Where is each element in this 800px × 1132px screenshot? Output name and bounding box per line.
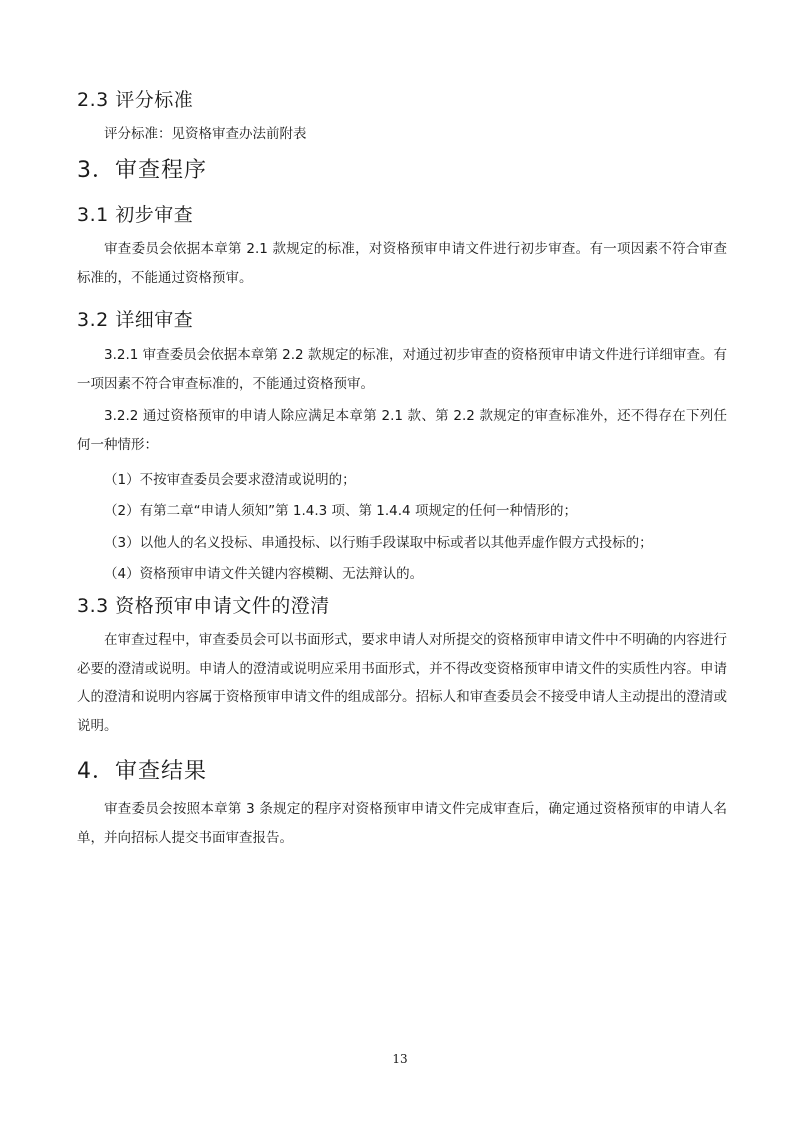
section-heading-4: 4．审查结果 <box>77 759 207 784</box>
section-3-2-2-paragraph: 3.2.2 通过资格预审的申请人除应满足本章第 2.1 款、第 2.2 款规定的审查标准外，还不得存在下列任何一种情形： <box>77 408 727 453</box>
list-item: （1）不按审查委员会要求澄清或说明的； <box>104 472 356 488</box>
section-2-3-body: 评分标准：见资格审查办法前附表 <box>104 126 307 142</box>
list-item: （3）以他人的名义投标、串通投标、以行贿手段谋取中标或者以其他弄虚作假方式投标的； <box>104 535 653 551</box>
list-item: （2）有第二章“申请人须知”第 1.4.3 项、第 1.4.4 项规定的任何一种情形的； <box>104 503 577 519</box>
section-heading-2-3: 2.3 评分标准 <box>77 89 194 111</box>
section-3-3-body: 在审查过程中，审查委员会可以书面形式，要求申请人对所提交的资格预审申请文件中不明确的内容进行必要的澄清或说明。申请人的澄清或说明应采用书面形式，并不得改变资格预审申请文件的实质性内容。申请人的澄清和说明内容属于资格预审申请文件的组成部分。招标人和审查委员会不接受申请人主动提出的澄清或说明。 <box>77 632 727 734</box>
section-4-body: 审查委员会按照本章第 3 条规定的程序对资格预审申请文件完成审查后，确定通过资格预审的申请人名单，并向招标人提交书面审查报告。 <box>77 801 727 846</box>
list-item: （4）资格预审申请文件关键内容模糊、无法辩认的。 <box>104 566 424 582</box>
section-3-1-body: 审查委员会依据本章第 2.1 款规定的标准，对资格预审申请文件进行初步审查。有一项因素不符合审查标准的，不能通过资格预审。 <box>77 241 727 286</box>
section-heading-3-1: 3.1 初步审查 <box>77 204 194 226</box>
section-3-2-1-paragraph: 3.2.1 审查委员会依据本章第 2.2 款规定的标准，对通过初步审查的资格预审申请文件进行详细审查。有一项因素不符合审查标准的，不能通过资格预审。 <box>77 347 727 392</box>
section-heading-3-2: 3.2 详细审查 <box>77 309 194 331</box>
section-heading-3-3: 3.3 资格预审申请文件的澄清 <box>77 595 330 617</box>
page-number: 13 <box>392 1052 408 1066</box>
section-heading-3: 3．审查程序 <box>77 158 207 183</box>
